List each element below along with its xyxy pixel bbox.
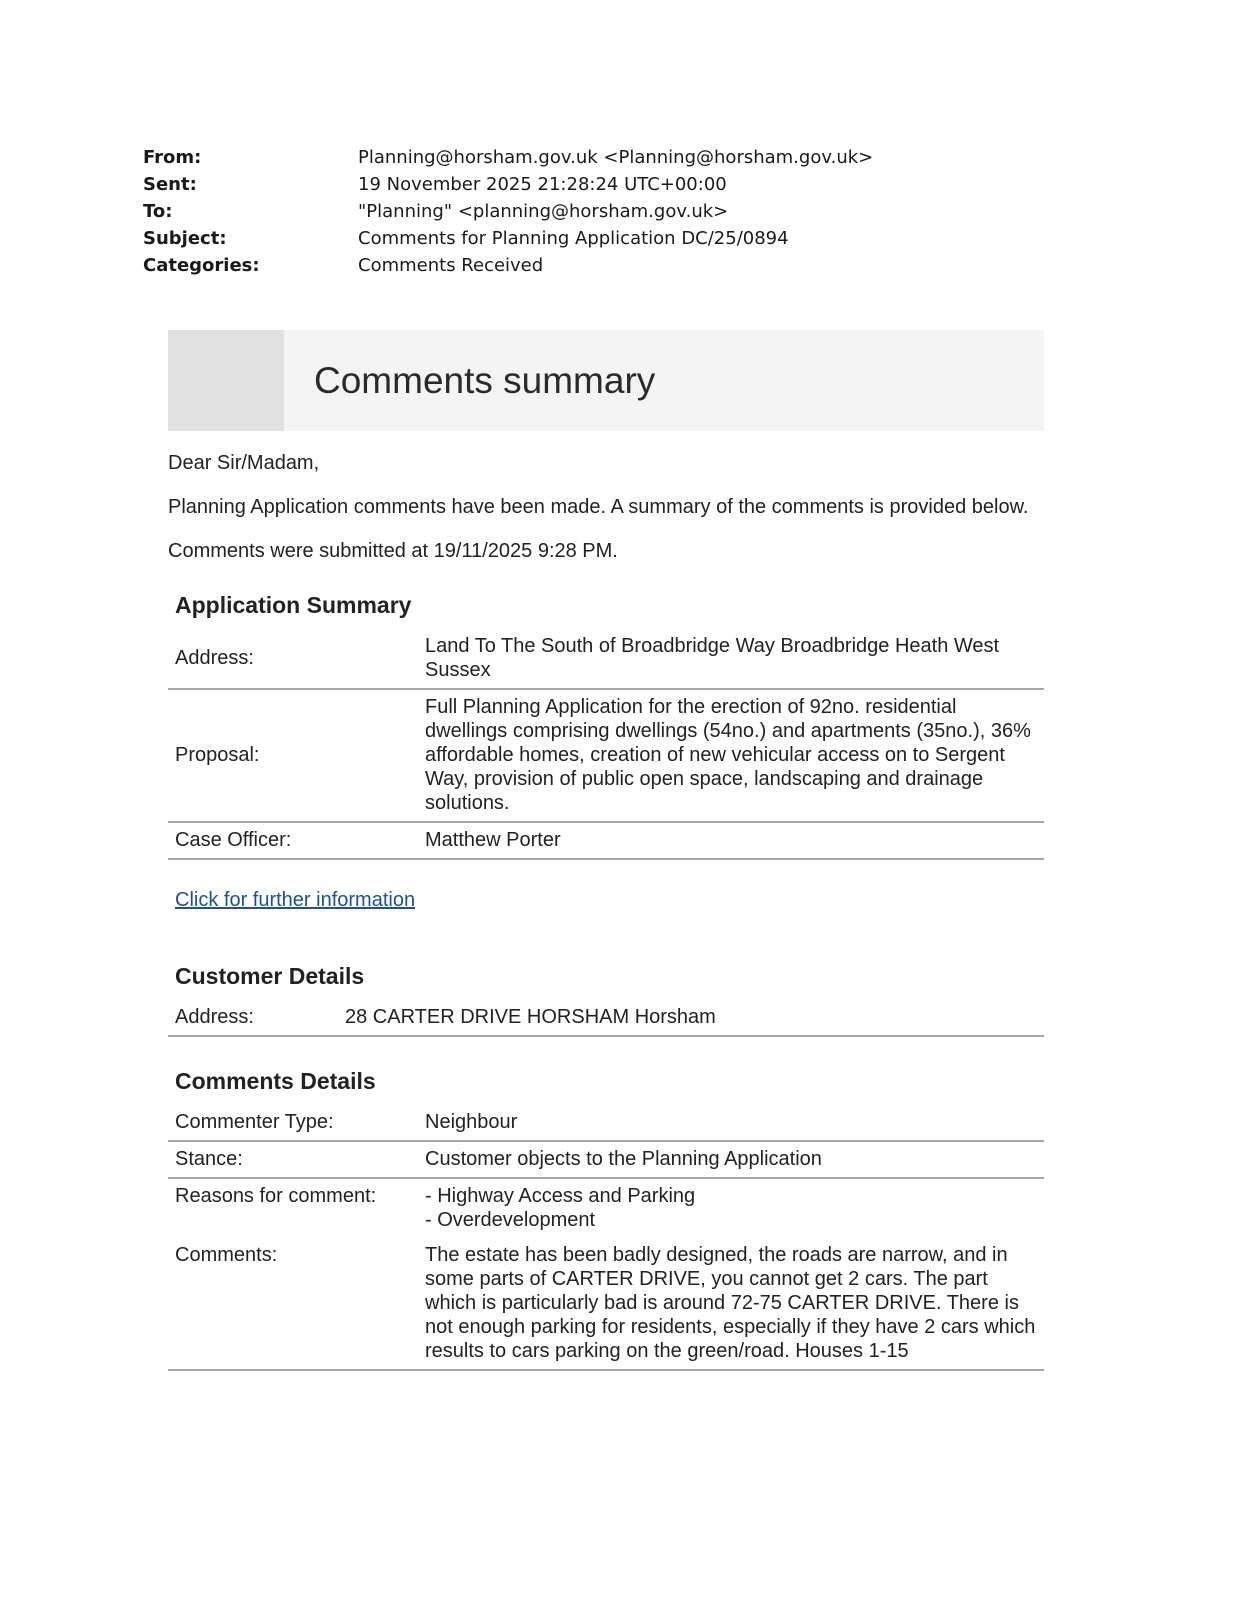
app-address-row: [168, 629, 1044, 689]
intro-paragraph: Planning Application comments have been made. A summary of the comments is provided below.: [168, 496, 1029, 518]
commenter-type-row: [168, 1105, 1044, 1141]
commenter-type-label: Commenter Type:: [168, 1105, 418, 1141]
stance-value: Customer objects to the Planning Application: [418, 1141, 1044, 1178]
app-address-label: Address:: [168, 629, 418, 689]
email-categories-row: [143, 252, 1043, 279]
email-from-row: [143, 144, 1043, 171]
further-info-link[interactable]: Click for further information: [175, 889, 416, 911]
reasons-row: [168, 1178, 1044, 1238]
app-proposal-value: Full Planning Application for the erection of 92no. residential dwellings comprising dwellings (54no.) and apartments (35no.), 36% affordable homes, creation of new vehicular access on to Sergent Way, provision of public open space, landscaping and drainage solutions.: [418, 689, 1044, 822]
submitted-paragraph: Comments were submitted at 19/11/2025 9:28 PM.: [168, 540, 618, 562]
email-to-value: "Planning" <planning@horsham.gov.uk>: [358, 201, 729, 222]
app-case-officer-value: Matthew Porter: [418, 822, 1044, 859]
app-case-officer-label: Case Officer:: [168, 822, 418, 859]
reasons-value: [418, 1178, 1044, 1238]
banner-title: Comments summary: [314, 360, 656, 401]
email-to-row: [143, 198, 1043, 225]
email-from-value: Planning@horsham.gov.uk <Planning@horsham.gov.uk>: [358, 147, 874, 168]
comments-details-title: Comments Details: [175, 1068, 376, 1094]
stance-label: Stance:: [168, 1141, 418, 1178]
commenter-type-value: Neighbour: [418, 1105, 1044, 1141]
email-subject-value: Comments for Planning Application DC/25/0894: [358, 228, 789, 249]
email-subject-label: Subject:: [143, 228, 227, 249]
cust-address-row: [168, 1000, 1044, 1036]
comments-details-table: [168, 1105, 1044, 1371]
app-proposal-row: [168, 689, 1044, 822]
email-categories-label: Categories:: [143, 255, 260, 276]
greeting: Dear Sir/Madam,: [168, 452, 320, 474]
comments-row: [168, 1238, 1044, 1370]
reason-item: - Highway Access and Parking: [425, 1185, 696, 1207]
email-subject-row: [143, 225, 1043, 252]
email-sent-value: 19 November 2025 21:28:24 UTC+00:00: [358, 174, 727, 195]
app-address-value: Land To The South of Broadbridge Way Broadbridge Heath West Sussex: [418, 629, 1044, 689]
further-info-row: [168, 888, 1044, 912]
reasons-label: Reasons for comment:: [175, 1185, 377, 1207]
email-from-label: From:: [143, 147, 202, 168]
app-proposal-label: Proposal:: [168, 689, 418, 822]
cust-address-label: Address:: [168, 1000, 338, 1036]
email-body: [168, 330, 1044, 1371]
email-header: [143, 144, 1043, 279]
customer-details-title: Customer Details: [175, 963, 365, 989]
customer-details-table: [168, 1000, 1044, 1037]
banner-accent-block: [168, 330, 284, 431]
email-sent-label: Sent:: [143, 174, 197, 195]
email-sent-row: [143, 171, 1043, 198]
comments-label: Comments:: [168, 1238, 418, 1370]
email-to-label: To:: [143, 201, 173, 222]
email-categories-value: Comments Received: [358, 255, 544, 276]
comments-value: The estate has been badly designed, the roads are narrow, and in some parts of CARTER DRIVE, you cannot get 2 cars. The part which is particularly bad is around 72-75 CARTER DRIVE. There is not enough parking for residents, especially if they have 2 cars which results to cars parking on the green/road. Houses 1-15: [418, 1238, 1044, 1370]
application-summary-title: Application Summary: [175, 592, 412, 618]
reason-item: - Overdevelopment: [425, 1209, 596, 1231]
comments-summary-banner: [168, 330, 1044, 431]
stance-row: [168, 1141, 1044, 1178]
cust-address-value: 28 CARTER DRIVE HORSHAM Horsham: [338, 1000, 1044, 1036]
app-case-officer-row: [168, 822, 1044, 859]
application-summary-table: [168, 629, 1044, 860]
